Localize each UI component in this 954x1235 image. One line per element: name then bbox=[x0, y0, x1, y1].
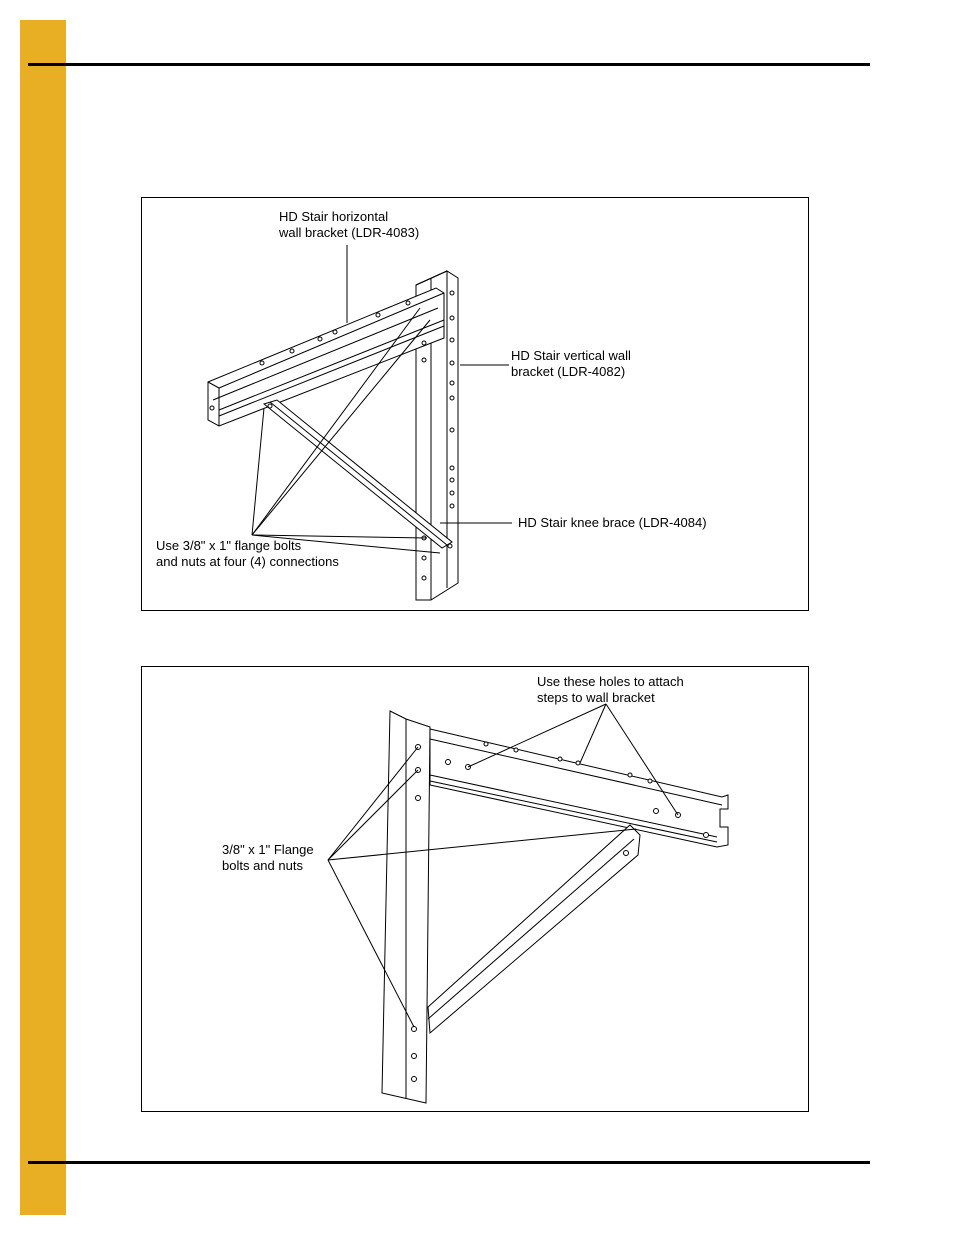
callout-knee-brace: HD Stair knee brace (LDR-4084) bbox=[518, 515, 707, 530]
callout-flange-bolts-closeup: 3/8" x 1" Flange bolts and nuts bbox=[222, 842, 314, 873]
footer-rule bbox=[28, 1161, 870, 1164]
callout-horizontal-bracket: HD Stair horizontal wall bracket (LDR-4083) bbox=[279, 209, 420, 240]
leader-lines bbox=[252, 245, 512, 553]
callout-flange-bolts: Use 3/8" x 1" flange bolts and nuts at four (4) connections bbox=[156, 538, 339, 569]
vertical-bracket-closeup-drawing bbox=[382, 711, 430, 1103]
yellow-side-tab bbox=[20, 20, 66, 1215]
figure-2-drawing bbox=[142, 667, 810, 1113]
horizontal-bracket-closeup-drawing bbox=[430, 729, 728, 847]
figure-2-close-up bbox=[141, 666, 809, 1112]
figure-1-bracket-assembly bbox=[141, 197, 809, 611]
header-rule bbox=[28, 63, 870, 66]
callout-vertical-bracket: HD Stair vertical wall bracket (LDR-4082) bbox=[511, 348, 631, 379]
horizontal-wall-bracket-drawing bbox=[208, 288, 444, 426]
knee-brace-closeup-drawing bbox=[428, 825, 640, 1033]
callout-step-holes: Use these holes to attach steps to wall bracket bbox=[537, 674, 684, 705]
